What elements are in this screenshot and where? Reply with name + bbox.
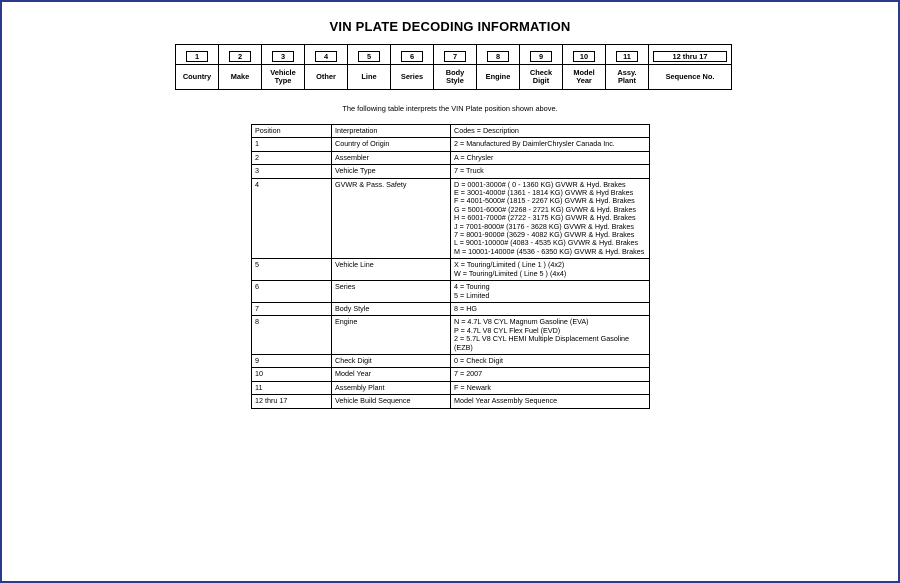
position-label-row — [176, 65, 732, 90]
position-number-cell — [520, 45, 563, 65]
position-label: Body — [445, 68, 465, 77]
position-number: 12 thru 17 — [653, 51, 727, 62]
position-cell: 2 — [252, 151, 332, 164]
position-number-cell — [606, 45, 649, 65]
position-number: 7 — [444, 51, 466, 62]
position-number: 8 — [487, 51, 509, 62]
position-label: Sequence No. — [665, 72, 715, 81]
code-description: G = 5001-6000# (2268 - 2721 KG) GVWR & Hyd. Brakes — [454, 204, 636, 214]
position-number: 5 — [358, 51, 380, 62]
table-row — [252, 395, 650, 408]
position-number: 2 — [229, 51, 251, 62]
intro-text: The following table interprets the VIN Plate position shown above. — [342, 104, 558, 113]
code-description: 7 = 8001-9000# (3629 - 4082 KG) GVWR & Hyd. Brakes — [454, 230, 635, 240]
interpretation-cell: Assembler — [332, 151, 451, 164]
code-description: W = Touring/Limited ( Line 5 ) (4x4) — [454, 268, 567, 278]
codes-cell — [451, 151, 650, 164]
position-cell: 12 thru 17 — [252, 395, 332, 408]
position-number-cell — [176, 45, 219, 65]
position-cell: 1 — [252, 138, 332, 151]
table-row — [252, 381, 650, 394]
code-description: A = Chrysler — [454, 152, 494, 162]
interpretation-cell: Engine — [332, 316, 451, 355]
position-label: Vehicle — [270, 68, 296, 77]
position-number-cell — [649, 45, 732, 65]
position-label: Assy. — [617, 68, 637, 77]
position-label-cell — [348, 65, 391, 90]
position-number-cell — [305, 45, 348, 65]
table-row — [252, 178, 650, 259]
code-description: (EZB) — [454, 342, 473, 352]
code-description: F = 4001-5000# (1815 - 2267 KG) GVWR & Hyd. Brakes — [454, 196, 635, 206]
code-description: 7 = Truck — [454, 166, 484, 176]
position-number-cell — [434, 45, 477, 65]
position-number-row — [176, 45, 732, 65]
table-row — [252, 138, 650, 151]
position-number: 4 — [315, 51, 337, 62]
column-header-codes: Codes = Description — [451, 125, 650, 138]
position-label: Year — [576, 76, 592, 85]
codes-cell — [451, 178, 650, 259]
interpretation-cell: Vehicle Type — [332, 165, 451, 178]
codes-cell — [451, 381, 650, 394]
position-number-cell — [391, 45, 434, 65]
position-number: 10 — [573, 51, 595, 62]
table-header-row — [252, 125, 650, 138]
code-description: F = Newark — [454, 382, 491, 392]
code-description: Model Year Assembly Sequence — [454, 396, 558, 406]
position-label-cell — [391, 65, 434, 90]
position-label-cell — [434, 65, 477, 90]
position-cell: 3 — [252, 165, 332, 178]
position-label: Other — [316, 72, 336, 81]
position-cell: 6 — [252, 281, 332, 303]
position-number: 11 — [616, 51, 638, 62]
position-number-cell — [219, 45, 262, 65]
code-description: 8 = HG — [454, 303, 477, 313]
codes-cell — [451, 354, 650, 367]
code-description: E = 3001-4000# (1361 - 1814 KG) GVWR & Hyd Brakes — [454, 188, 634, 198]
table-row — [252, 281, 650, 303]
codes-cell — [451, 259, 650, 281]
position-label-cell — [477, 65, 520, 90]
code-description: 2 = 5.7L V8 CYL HEMI Multiple Displacement Gasoline — [454, 334, 630, 344]
code-description: H = 6001-7000# (2722 - 3175 KG) GVWR & Hyd. Brakes — [454, 213, 636, 223]
codes-cell — [451, 281, 650, 303]
table-row — [252, 165, 650, 178]
code-description: J = 7001-8000# (3176 - 3628 KG) GVWR & Hyd. Brakes — [454, 221, 634, 231]
interpretation-cell: Vehicle Build Sequence — [332, 395, 451, 408]
code-description: 5 = Limited — [454, 290, 490, 300]
page-title: VIN PLATE DECODING INFORMATION — [329, 19, 571, 34]
column-header-interpretation: Interpretation — [332, 125, 451, 138]
table-row — [252, 368, 650, 381]
table-row — [252, 354, 650, 367]
interpretation-cell: GVWR & Pass. Safety — [332, 178, 451, 259]
position-label-cell — [219, 65, 262, 90]
column-header-position: Position — [252, 125, 332, 138]
position-cell: 7 — [252, 302, 332, 315]
position-cell: 5 — [252, 259, 332, 281]
position-label: Make — [230, 72, 250, 81]
position-number-cell — [348, 45, 391, 65]
code-description: 4 = Touring — [454, 282, 490, 292]
codes-cell — [451, 138, 650, 151]
position-label-cell — [606, 65, 649, 90]
position-cell: 4 — [252, 178, 332, 259]
codes-cell — [451, 316, 650, 355]
interpretation-cell: Series — [332, 281, 451, 303]
code-description: P = 4.7L V8 CYL Flex Fuel (EVD) — [454, 325, 561, 335]
position-label: Engine — [485, 72, 511, 81]
code-description: L = 9001-10000# (4083 - 4535 KG) GVWR & Hyd. Brakes — [454, 238, 639, 248]
code-description: N = 4.7L V8 CYL Magnum Gasoline (EVA) — [454, 317, 589, 327]
code-description: 2 = Manufactured By DaimlerChrysler Canada Inc. — [454, 139, 615, 149]
interpretation-cell: Body Style — [332, 302, 451, 315]
table-row — [252, 151, 650, 164]
codes-cell — [451, 395, 650, 408]
table-row — [252, 259, 650, 281]
table-body — [252, 138, 650, 408]
position-cell: 9 — [252, 354, 332, 367]
position-label: Type — [274, 76, 292, 85]
position-label-cell — [649, 65, 732, 90]
position-label: Check — [529, 68, 553, 77]
interpretation-cell: Assembly Plant — [332, 381, 451, 394]
position-label-cell — [262, 65, 305, 90]
position-label-cell — [520, 65, 563, 90]
codes-cell — [451, 368, 650, 381]
position-label-cell — [305, 65, 348, 90]
position-number-cell — [477, 45, 520, 65]
position-number: 9 — [530, 51, 552, 62]
codes-cell — [451, 302, 650, 315]
interpretation-cell: Model Year — [332, 368, 451, 381]
position-number-cell — [563, 45, 606, 65]
interpretation-cell: Vehicle Line — [332, 259, 451, 281]
position-label: Country — [182, 72, 212, 81]
position-number: 6 — [401, 51, 423, 62]
table-row — [252, 316, 650, 355]
table-row — [252, 302, 650, 315]
position-label: Style — [446, 76, 464, 85]
position-cell: 8 — [252, 316, 332, 355]
codes-cell — [451, 165, 650, 178]
position-label: Line — [361, 72, 377, 81]
code-description: 7 = 2007 — [454, 369, 483, 379]
interpretation-cell: Country of Origin — [332, 138, 451, 151]
position-label-cell — [176, 65, 219, 90]
position-number: 3 — [272, 51, 294, 62]
interpretation-cell: Check Digit — [332, 354, 451, 367]
position-number-cell — [262, 45, 305, 65]
position-cell: 10 — [252, 368, 332, 381]
position-label-cell — [563, 65, 606, 90]
vin-decoding-table — [251, 124, 650, 409]
code-description: X = Touring/Limited ( Line 1 ) (4x2) — [454, 260, 565, 270]
position-label: Series — [400, 72, 424, 81]
code-description: D = 0001-3000# ( 0 - 1360 KG) GVWR & Hyd. Brakes — [454, 179, 626, 189]
code-description: M = 10001-14000# (4536 - 6350 KG) GVWR & Hyd. Brakes — [454, 246, 645, 256]
position-label: Digit — [532, 76, 550, 85]
position-number: 1 — [186, 51, 208, 62]
vin-position-diagram — [175, 44, 732, 90]
position-label: Plant — [617, 76, 637, 85]
position-label: Model — [573, 68, 595, 77]
code-description: 0 = Check Digit — [454, 355, 503, 365]
position-cell: 11 — [252, 381, 332, 394]
